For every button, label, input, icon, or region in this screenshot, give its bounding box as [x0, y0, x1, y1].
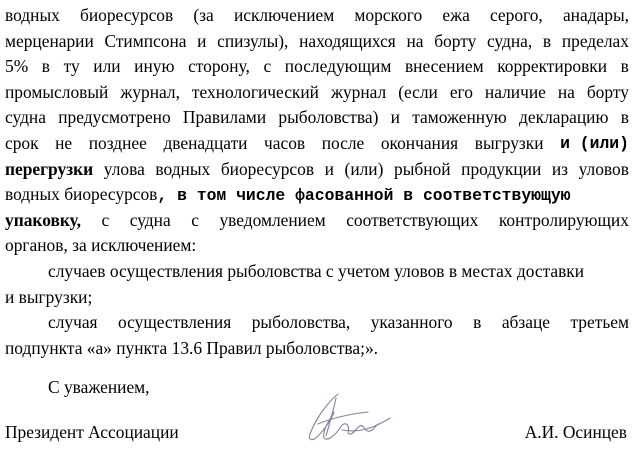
word: ту [63, 56, 80, 77]
word: исключением [233, 5, 335, 25]
word: или [93, 56, 121, 77]
body-line-4 [5, 80, 629, 106]
word: в [542, 30, 552, 51]
word: последующим [284, 56, 392, 77]
word: водных [5, 184, 60, 205]
closing-greeting: С уважением, [48, 377, 150, 397]
word: с [191, 209, 199, 230]
word: указанного [370, 312, 453, 333]
bold-insert: , в том числе фасованной в соответствующую [157, 186, 571, 206]
word: и [390, 107, 400, 128]
word: 5% [5, 56, 29, 77]
word: и [324, 158, 334, 179]
word: абзаце [501, 312, 551, 333]
body-line-5 [5, 105, 629, 131]
word: двенадцати [163, 132, 248, 153]
word: журнал [330, 81, 387, 102]
word: в [41, 56, 50, 77]
word: судна, [486, 30, 533, 51]
word: журнал, [120, 81, 180, 102]
word: в [620, 107, 629, 128]
word: Правилами [182, 107, 267, 128]
word: (за [193, 5, 214, 25]
body-line-14: подпункта «а» пункта 13.6 Правил рыболовства;». [5, 337, 378, 358]
bold-insert: перегрузки [5, 158, 94, 179]
word: предусмотрено [58, 107, 171, 128]
word: с [263, 56, 272, 77]
word: Стимпсона [104, 30, 187, 51]
word: сторону, [188, 56, 250, 77]
body-line-2 [5, 29, 629, 55]
word: рыболовства) [278, 107, 379, 128]
word: пределах [561, 30, 629, 51]
body-line-7 [5, 157, 629, 183]
word: третьем [570, 312, 629, 333]
word: в [473, 312, 482, 333]
body-line-3 [5, 54, 629, 80]
word: морского [354, 5, 423, 25]
word: окончания [380, 132, 459, 153]
word: борту [586, 81, 629, 102]
word: не [55, 132, 73, 153]
word: в [620, 56, 629, 77]
word: находящихся [299, 30, 396, 51]
word: судна [129, 209, 171, 230]
word: из [551, 158, 569, 179]
word: технологический [191, 81, 319, 102]
body-line-1 [5, 3, 629, 29]
body-line-9 [5, 208, 629, 234]
word: внесением [404, 56, 484, 77]
body-line-8 [5, 182, 629, 208]
word: на [557, 81, 575, 102]
word: рыбной [394, 158, 451, 179]
word: (если [398, 81, 438, 102]
letter-body [5, 3, 629, 361]
body-line-12: и выгрузки; [5, 286, 93, 307]
word: биоресурсов [80, 5, 174, 25]
body-line-6 [5, 131, 629, 157]
word: часов [264, 132, 306, 153]
word: корректировки [497, 56, 608, 77]
word: выгрузки [474, 132, 544, 153]
word: судна [5, 107, 46, 128]
word: спизулы), [217, 30, 289, 51]
body-line-10: органов, за исключением: [5, 235, 197, 256]
word: ежа [442, 5, 470, 25]
word: на [406, 30, 424, 51]
word: продукции [461, 158, 542, 179]
word: позднее [88, 132, 147, 153]
word: борту [434, 30, 477, 51]
word: мерценарии [5, 30, 94, 51]
word: декларацию [519, 107, 609, 128]
word: водных [5, 5, 60, 25]
body-line-13 [5, 310, 629, 336]
word: случая [48, 312, 98, 333]
word: таможенную [412, 107, 507, 128]
word: уведомлением [219, 209, 326, 230]
word: биоресурсов [64, 184, 158, 205]
signatory-position: Президент Ассоциации [5, 422, 179, 442]
bold-insert: и (или) [560, 133, 629, 153]
word: после [321, 132, 365, 153]
word: биоресурсов [220, 158, 315, 179]
word: анадары, [562, 5, 629, 25]
word: наличие [484, 81, 546, 102]
word: улова [103, 158, 145, 179]
word: и [197, 30, 207, 51]
word: иную [134, 56, 175, 77]
body-line-11: случаев осуществления рыболовства с учетом уловов в местах доставки [48, 260, 585, 281]
word: рыболовства, [251, 312, 351, 333]
handwritten-signature [298, 388, 398, 452]
word: осуществления [118, 312, 232, 333]
word: промысловый [5, 81, 109, 102]
word: его [449, 81, 473, 102]
word: (или) [344, 158, 384, 179]
word: срок [5, 132, 39, 153]
word: уловов [578, 158, 629, 179]
word: соответствующих [346, 209, 479, 230]
word: контролирующих [498, 209, 629, 230]
signatory-name: А.И. Осинцев [524, 422, 627, 442]
word: серого, [489, 5, 543, 25]
bold-insert: упаковку, [5, 209, 81, 230]
word: водных [155, 158, 211, 179]
word: с [101, 209, 110, 230]
